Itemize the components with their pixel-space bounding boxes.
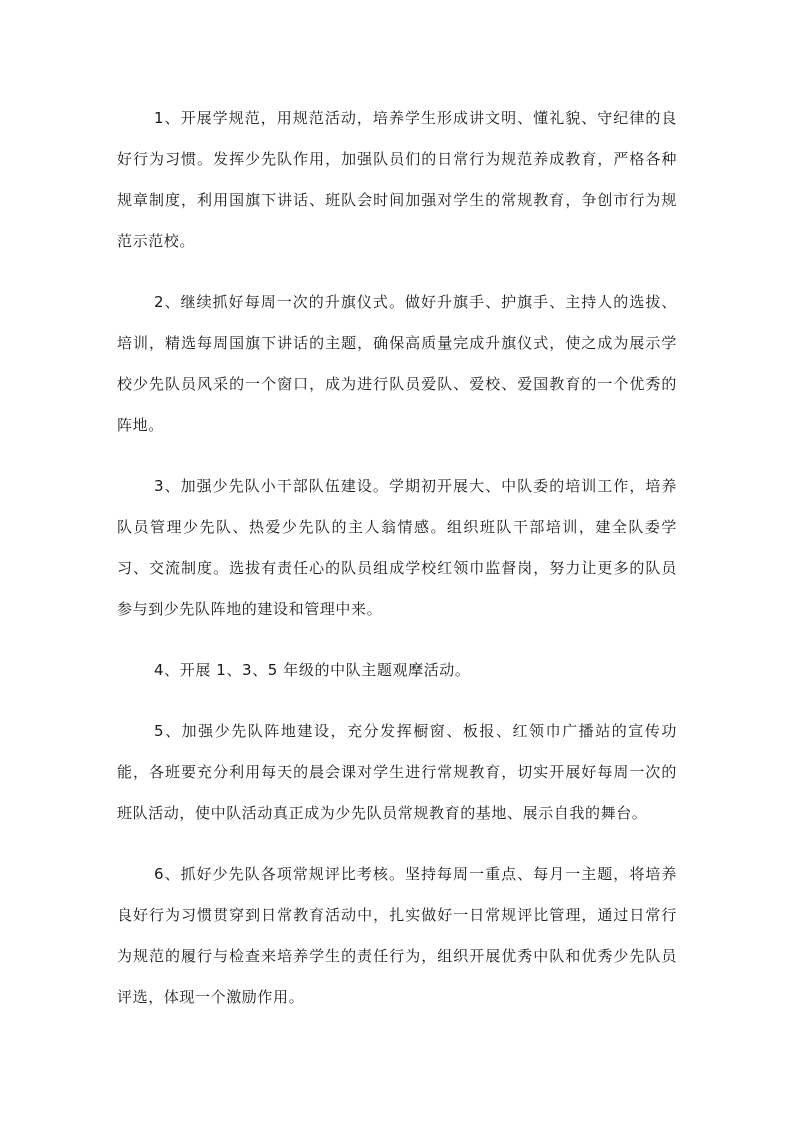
paragraph-item-4: 4、开展 1、3、5 年级的中队主题观摩活动。 [154,661,471,679]
paragraph-item-6: 6、抓好少先队各项常规评比考核。坚持每周一重点、每月一主题，将培养良好行为习惯贯穿到日常教育活动中，扎实做好一日常规评比管理，通过日常行为规范的履行与检查来培养学生的责任行为，组织开展优秀中队和优秀少先队员评选，体现一个激励作用。 [117,865,677,1006]
paragraph-item-3: 3、加强少先队小干部队伍建设。学期初开展大、中队委的培训工作，培养队员管理少先队、热爱少先队的主人翁情感。组织班队干部培训，建全队委学习、交流制度。选拔有责任心的队员组成学校红领巾监督岗，努力让更多的队员参与到少先队阵地的建设和管理中来。 [117,477,677,618]
paragraph-item-2: 2、继续抓好每周一次的升旗仪式。做好升旗手、护旗手、主持人的选拔、培训，精选每周国旗下讲话的主题，确保高质量完成升旗仪式，使之成为展示学校少先队员风采的一个窗口，成为进行队员爱队、爱校、爱国教育的一个优秀的阵地。 [117,293,677,434]
paragraph-item-5: 5、加强少先队阵地建设，充分发挥橱窗、板报、红领巾广播站的宣传功能，各班要充分利用每天的晨会课对学生进行常规教育，切实开展好每周一次的班队活动，使中队活动真正成为少先队员常规教育的基地、展示自我的舞台。 [117,722,677,822]
paragraph-item-1: 1、开展学规范，用规范活动，培养学生形成讲文明、懂礼貌、守纪律的良好行为习惯。发挥少先队作用，加强队员们的日常行为规范养成教育，严格各种规章制度，利用国旗下讲话、班队会时间加强对学生的常规教育，争创市行为规范示范校。 [117,109,677,250]
document-body [117,98,677,1038]
